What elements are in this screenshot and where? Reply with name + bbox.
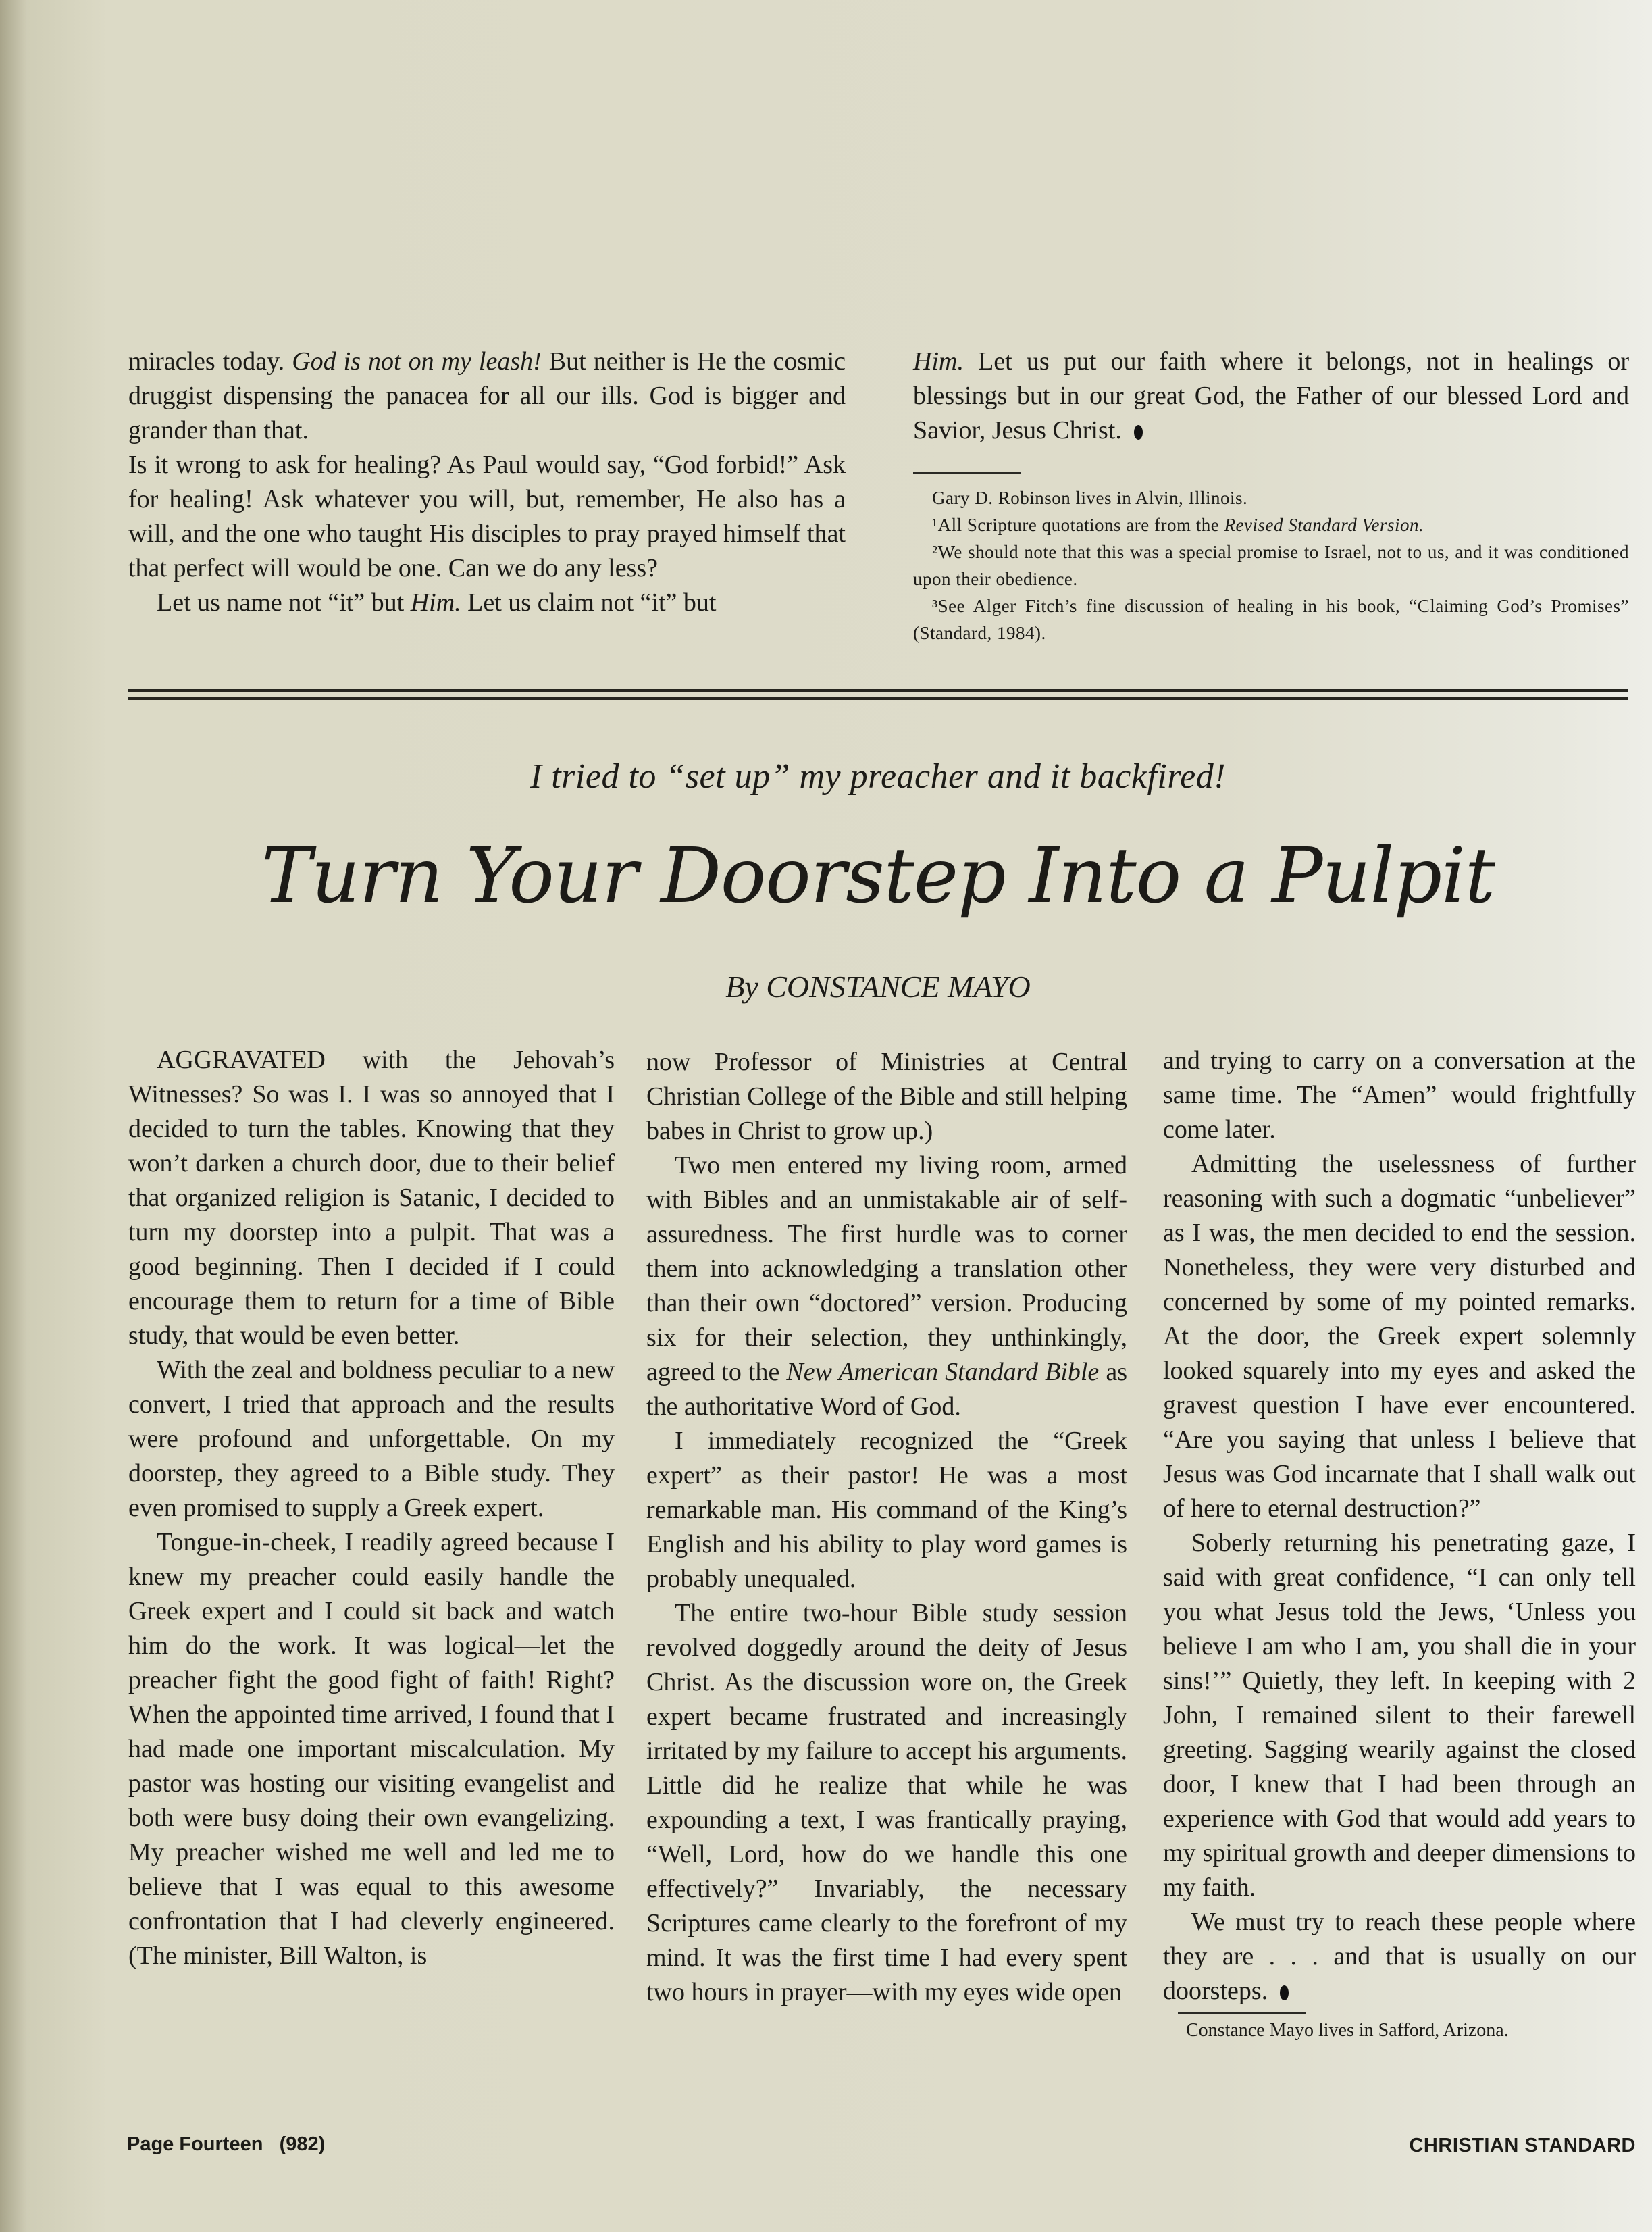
text-run: Gary D. Robinson lives in Alvin, Illinois. [932,488,1248,508]
paragraph [1163,1526,1636,1905]
text-run: But neither is He the cosmic druggist dispensing the panacea for all our ills. God is bigger and grander than that. [128,347,846,445]
bio-rule [1178,2012,1306,2014]
text-run: AGGRAVATED with the Jehovah’s Witnesses? So was I. I was so annoyed that I decided to turn the tables. Knowing that they won’t darken a church door, due to their belief that organized religion is Satanic, I decided to turn my doorstep into a pulpit. That was a good beginning. Then I decided if I could encourage them to return for a time of Bible study, that would be even better. [128,1046,615,1350]
text-run: Admitting the uselessness of further reasoning with such a dogmatic “unbeliever” as I was, the men decided to end the session. Nonetheless, they were very disturbed and concerned by some of my pointed remarks. At the door, the Greek expert solemnly looked squarely into my eyes and asked the gravest question I have ever encountered. “Are you saying that unless I believe that Jesus was God incarnate that I shall walk out of here to eternal destruction?” [1163,1150,1636,1523]
author-bio: Constance Mayo lives in Safford, Arizona. [1186,2020,1509,2041]
italic-text: God is not on my leash! [292,347,542,376]
text-run: now Professor of Ministries at Central Christian College of the Bible and still helping babes in Christ to grow up.) [646,1048,1127,1145]
text-run: Soberly returning his penetrating gaze, I said with great confidence, “I can only tell you what Jesus told the Jews, ‘Unless you believe I am who I am, you shall die in your sins!’” Quietly, they left. In keeping with 2 John, I remained silent to their farewell greeting. Sagging wearily against the closed door, I knew that I had been through an experience with God that would add years to my spiritual growth and deeper dimensions to my faith. [1163,1529,1636,1902]
article-column-1 [128,1043,615,1973]
paragraph [128,1353,615,1525]
paragraph [128,1043,615,1353]
text-run: ²We should note that this was a special promise to Israel, not to us, and it was conditioned upon their obedience. [913,542,1629,589]
text-run: miracles today. [128,347,292,376]
section-divider-bottom-line [128,697,1628,700]
footnote-rule [913,472,1021,474]
end-of-article-mark [1280,1985,1289,2000]
previous-article-right-column [913,345,1629,646]
footnote [913,484,1629,511]
italic-text: New American Standard Bible [786,1358,1100,1386]
footnote [913,511,1629,538]
article-kicker: I tried to “set up” my preacher and it backfired! [530,757,1227,796]
text-run: as the authoritative Word of God. [646,1358,1128,1421]
paragraph [128,1525,615,1973]
text-run: We must try to reach these people where they are . . . and that is usually on our doorsteps. [1163,1908,1636,2005]
text-run: Two men entered my living room, armed with Bibles and an unmistakable air of self-assuredness. The first hurdle was to corner them into acknowledging a translation other than their own “doctored” version. Producing six for their selection, they unthinkingly, agreed to the [646,1151,1127,1386]
paragraph [646,1596,1127,2010]
text-run: Tongue-in-cheek, I readily agreed because I knew my preacher could easily handle the Greek expert and I could sit back and watch him do the work. It was logical—let the preacher fight the good fight of faith! Right? When the appointed time arrived, I found that I had made one important miscalculation. My pastor was hosting our visiting evangelist and both were busy doing their own evangelizing. My preacher wished me well and led me to believe that I was equal to this awesome confrontation that I had cleverly engineered. (The minister, Bill Walton, is [128,1528,615,1970]
text-run: ¹All Scripture quotations are from the [932,515,1224,535]
page-number: Page Fourteen (982) [127,2133,326,2155]
previous-article-left-column [128,345,846,620]
paragraph [1163,1905,1636,2008]
italic-text: Revised Standard Version. [1224,515,1424,535]
previous-article-closing-paragraph [913,345,1629,448]
text-run: Let us put our faith where it belongs, not in healings or blessings but in our great God, the Father of our blessed Lord and Savior, Jesus Christ. [913,347,1629,445]
paragraph [128,586,846,620]
paragraph [1163,1044,1636,1147]
italic-text: Him. [913,347,964,376]
text-run: With the zeal and boldness peculiar to a new convert, I tried that approach and the results were profound and unforgettable. On my doorstep, they agreed to a Bible study. They even promised to supply a Greek expert. [128,1356,615,1522]
article-column-2 [646,1045,1127,2010]
italic-text: Him. [410,588,461,617]
footnote [913,592,1629,646]
text-run: and trying to carry on a conversation at the same time. The “Amen” would frightfully come later. [1163,1046,1636,1144]
text-run: Let us name not “it” but [157,588,411,617]
paragraph [1163,1147,1636,1526]
publication-name: CHRISTIAN STANDARD [1409,2135,1636,2156]
text-run: Is it wrong to ask for healing? As Paul would say, “God forbid!” Ask for healing! Ask whatever you will, but, remember, He also has a will, and the one who taught His disciples to pray prayed himself that that perfect will would be one. Can we do any less? [128,451,846,582]
text-run: The entire two-hour Bible study session revolved doggedly around the deity of Jesus Christ. As the discussion wore on, the Greek expert became frustrated and increasingly irritated by my failure to accept his arguments. Little did he realize that while he was expounding a text, I was frantically praying, “Well, Lord, how do we handle this one effectively?” Invariably, the necessary Scriptures came clearly to the forefront of my mind. It was the first time I had every spent two hours in prayer—with my eyes wide open [646,1599,1127,2006]
paragraph [128,448,846,586]
paragraph [646,1424,1127,1596]
footnotes [913,484,1629,646]
paragraph [128,345,846,448]
end-of-article-mark [1134,425,1143,440]
paragraph [646,1045,1127,1148]
article-byline: By CONSTANCE MAYO [725,969,1031,1004]
closing-paragraph-text [913,347,1629,445]
footnote [913,538,1629,592]
article-column-3 [1163,1044,1636,2044]
text-run: ³See Alger Fitch’s fine discussion of healing in his book, “Claiming God’s Promises” (Standard, 1984). [913,596,1629,643]
text-run: I immediately recognized the “Greek expert” as their pastor! He was a most remarkable man. His command of the King’s English and his ability to play word games is probably unequaled. [646,1427,1127,1593]
article-title: Turn Your Doorstep Into a Pulpit [261,832,1495,920]
text-run: Let us claim not “it” but [461,588,717,617]
section-divider-top-line [128,689,1628,692]
paragraph [646,1148,1127,1424]
